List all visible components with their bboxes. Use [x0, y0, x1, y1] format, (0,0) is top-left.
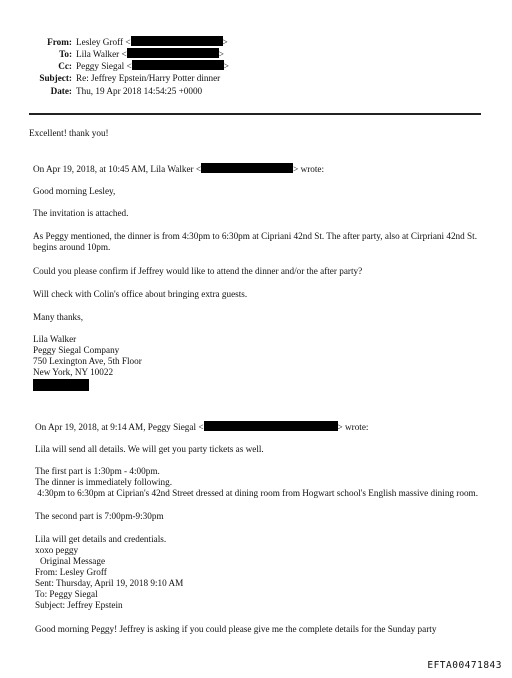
signature-address: 750 Lexington Ave, 5th Floor	[33, 356, 142, 366]
original-message-label: Original Message	[40, 556, 106, 566]
quote1-intro	[33, 163, 324, 175]
cc-value: Peggy Siegal <	[76, 61, 132, 71]
quote2-line5: The second part is 7:00pm-9:30pm	[35, 511, 164, 521]
original-subject: Subject: Jeffrey Epstein	[35, 600, 123, 610]
subject-label: Subject:	[39, 73, 72, 83]
quote2-line4: 4:30pm to 6:30pm at Ciprian's 42nd Street dressed at dining room from Hogwart school's English massive dining room.	[35, 488, 478, 498]
from-label: From:	[47, 37, 72, 47]
quote2-wrote: > wrote:	[337, 422, 369, 432]
signature-redaction	[33, 377, 89, 395]
date-label: Date:	[50, 86, 72, 96]
redaction-box	[127, 48, 219, 58]
date-row	[0, 86, 202, 97]
to-value: Lila Walker <	[76, 49, 127, 59]
cc-row	[0, 60, 229, 72]
signature-name: Lila Walker	[33, 334, 77, 344]
quote2-line1: Lila will send all details. We will get you party tickets as well.	[35, 444, 264, 454]
to-label: To:	[59, 49, 72, 59]
reply-text: Excellent! thank you!	[29, 128, 109, 138]
quote1-line4: Will check with Colin's office about bringing extra guests.	[33, 289, 248, 299]
quote1-line3: Could you please confirm if Jeffrey would like to attend the dinner and/or the after party?	[33, 266, 363, 276]
cc-label: Cc:	[58, 61, 72, 71]
quote1-line2: As Peggy mentioned, the dinner is from 4:30pm to 6:30pm at Cipriani 42nd St. The after party, also at Cirpriani 42nd St. begins around 10pm.	[33, 231, 478, 252]
original-from: From: Lesley Groff	[35, 567, 107, 577]
signature-company: Peggy Siegal Company	[33, 345, 120, 355]
document-stamp: EFTA00471843	[427, 660, 502, 671]
quote1-greeting: Good morning Lesley,	[33, 186, 116, 196]
quote1-signoff: Many thanks,	[33, 312, 84, 322]
redaction-box	[33, 379, 89, 391]
quote2-intro-text: On Apr 19, 2018, at 9:14 AM, Peggy Siegal <	[35, 422, 204, 432]
signature-city: New York, NY 10022	[33, 367, 114, 377]
redaction-box	[204, 421, 338, 431]
header-divider	[29, 113, 481, 115]
subject-value: Re: Jeffrey Epstein/Harry Potter dinner	[76, 73, 221, 83]
quote2-line3: The dinner is immediately following.	[35, 477, 173, 487]
quote1-line1: The invitation is attached.	[33, 208, 129, 218]
bracket-close: >	[222, 37, 228, 47]
quote2-line2: The first part is 1:30pm - 4:00pm.	[35, 466, 160, 476]
redaction-box	[131, 36, 223, 46]
subject-row	[0, 73, 220, 84]
quote1-wrote: > wrote:	[293, 164, 325, 174]
quote1-intro-text: On Apr 19, 2018, at 10:45 AM, Lila Walker <	[33, 164, 202, 174]
date-value: Thu, 19 Apr 2018 14:54:25 +0000	[76, 86, 203, 96]
from-value: Lesley Groff <	[76, 37, 131, 47]
quote2-intro	[35, 421, 368, 433]
redaction-box	[201, 163, 293, 173]
quote2-line7: xoxo peggy	[35, 545, 79, 555]
to-row	[0, 48, 224, 60]
from-row	[0, 36, 228, 48]
bracket-close: >	[223, 61, 229, 71]
quote2-line6: Lila will get details and credentials.	[35, 534, 167, 544]
original-body: Good morning Peggy! Jeffrey is asking if you could please give me the complete details for the Sunday party	[35, 624, 437, 634]
redaction-box	[132, 60, 224, 70]
original-sent: Sent: Thursday, April 19, 2018 9:10 AM	[35, 578, 184, 588]
bracket-close: >	[218, 49, 224, 59]
original-to: To: Peggy Siegal	[35, 589, 98, 599]
